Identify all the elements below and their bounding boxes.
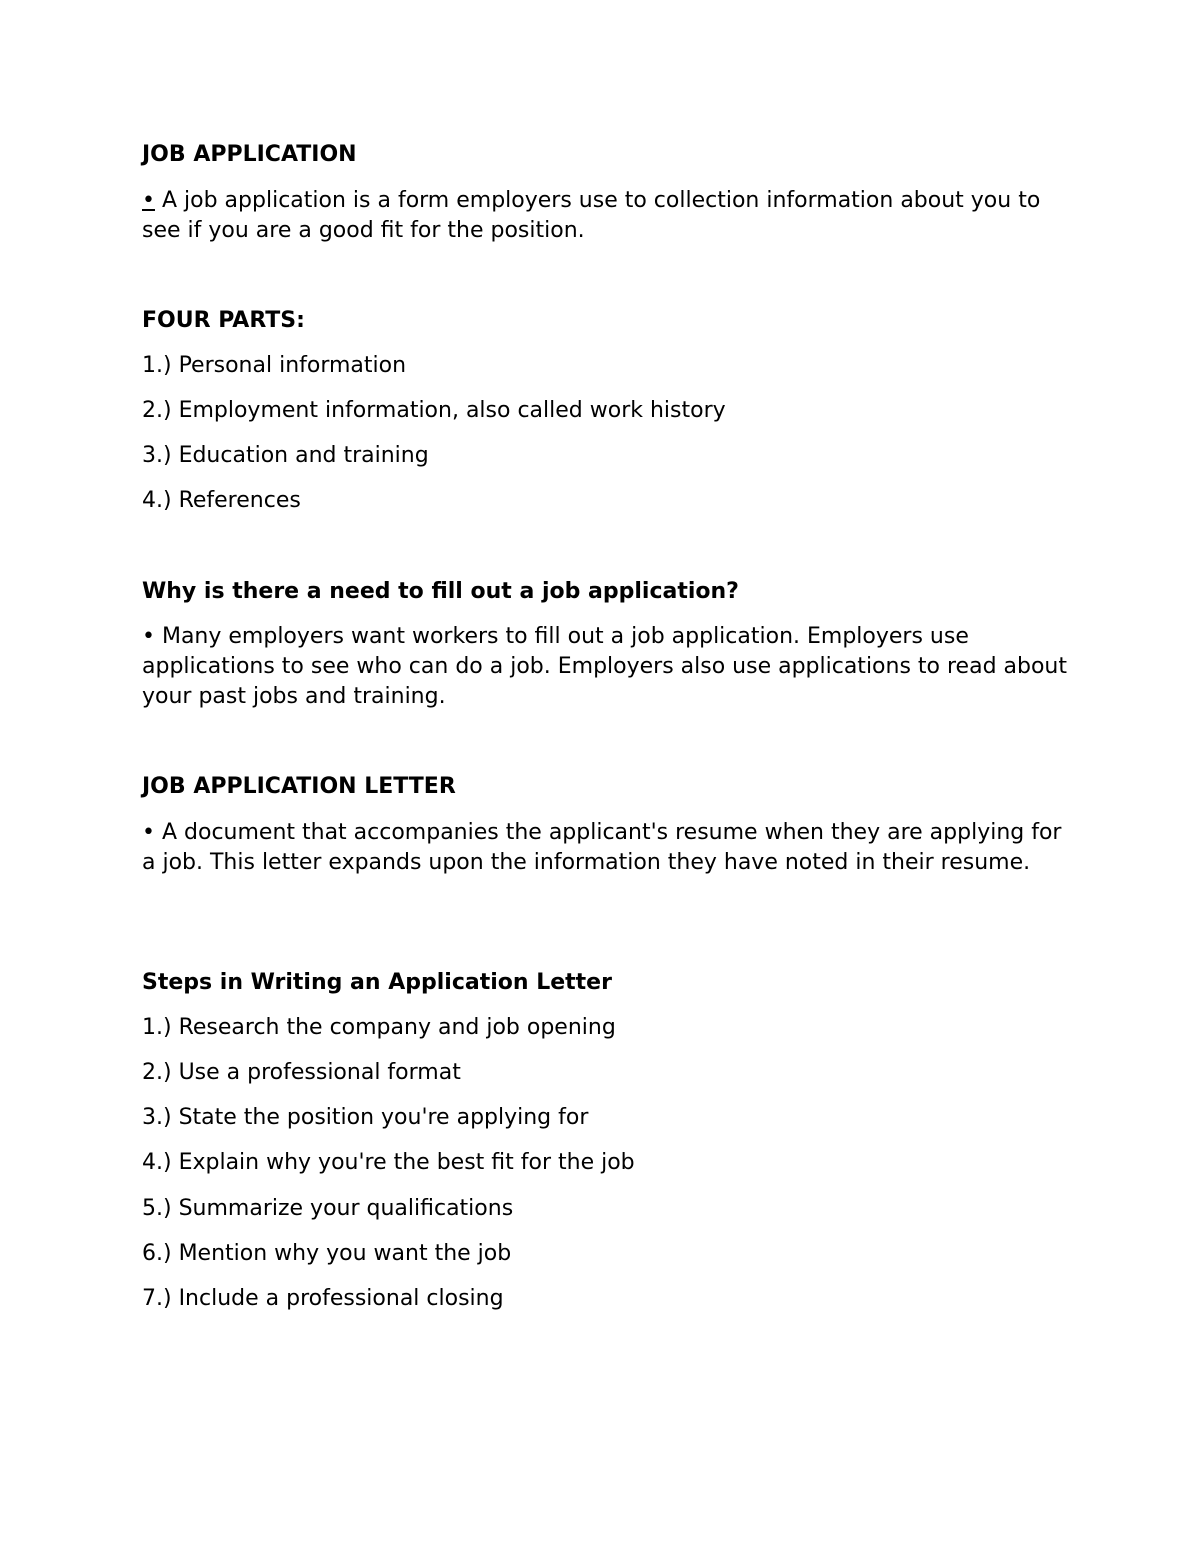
list-item: 4.) Explain why you're the best fit for the job — [142, 1150, 635, 1175]
why-fill-out-heading: Why is there a need to fill out a job application? — [142, 579, 739, 604]
job-application-definition — [142, 186, 1072, 246]
job-application-heading: JOB APPLICATION — [142, 142, 357, 167]
list-item: 2.) Employment information, also called work history — [142, 398, 726, 423]
list-item: 5.) Summarize your qualifications — [142, 1196, 514, 1221]
bullet-icon: • — [142, 188, 155, 213]
four-parts-heading: FOUR PARTS: — [142, 308, 305, 333]
list-item: 1.) Personal information — [142, 353, 407, 378]
list-item: 3.) Education and training — [142, 443, 429, 468]
application-letter-paragraph: • A document that accompanies the applicant's resume when they are applying for a job. This letter expands upon the information they have noted in their resume. — [142, 820, 1062, 875]
list-item: 1.) Research the company and job opening — [142, 1015, 616, 1040]
list-item: 3.) State the position you're applying for — [142, 1105, 589, 1130]
job-application-definition-text: A job application is a form employers use to collection information about you to see if you are a good fit for the position. — [142, 188, 1041, 243]
list-item: 7.) Include a professional closing — [142, 1286, 504, 1311]
list-item: 4.) References — [142, 488, 301, 513]
why-fill-out-paragraph: • Many employers want workers to fill out a job application. Employers use applications to see who can do a job. Employers also use applications to read about your past jobs and training. — [142, 624, 1067, 709]
steps-heading: Steps in Writing an Application Letter — [142, 970, 612, 995]
list-item: 2.) Use a professional format — [142, 1060, 461, 1085]
application-letter-heading: JOB APPLICATION LETTER — [142, 774, 456, 799]
list-item: 6.) Mention why you want the job — [142, 1241, 512, 1266]
